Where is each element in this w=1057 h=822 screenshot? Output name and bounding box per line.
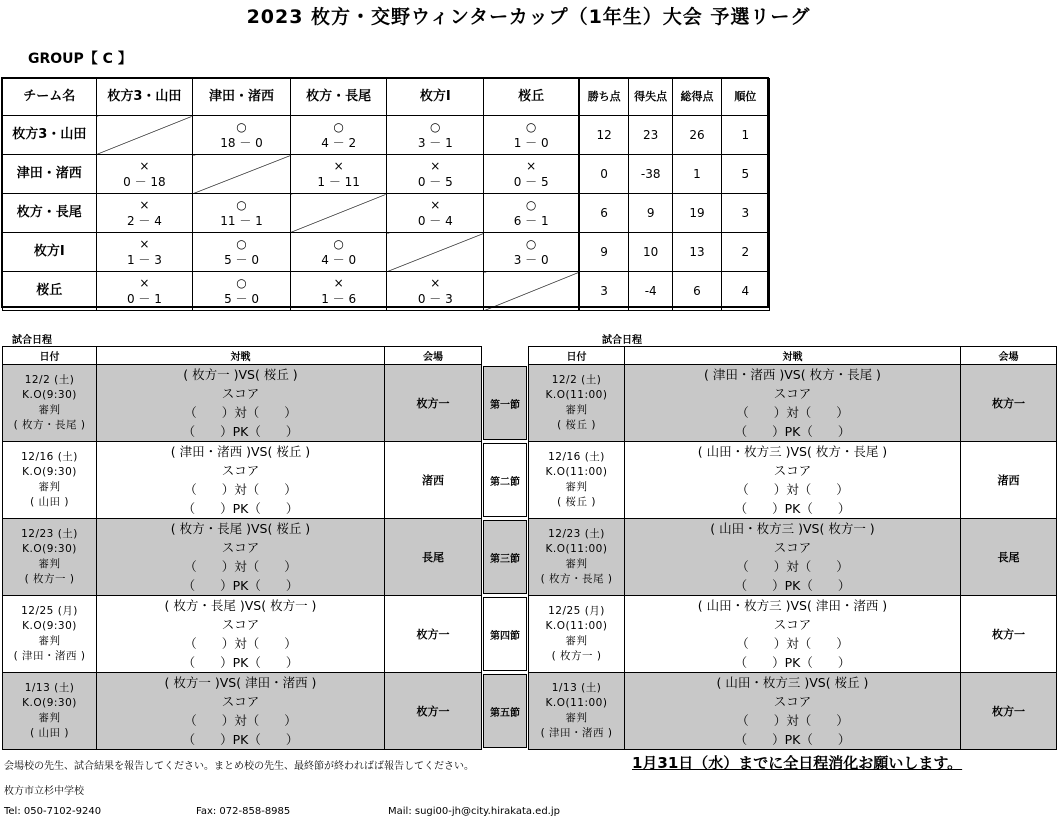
venue-cell: 枚方一 <box>385 596 482 673</box>
result-mark: × <box>430 159 441 173</box>
score-entry: （ ）対（ ） <box>184 636 297 651</box>
match-date: 12/16 (土) <box>548 451 605 463</box>
score-label: スコア <box>221 386 260 401</box>
match-cell <box>625 673 961 750</box>
matchup: ( 津田・渚西 )VS( 枚方・長尾 ) <box>704 367 881 382</box>
team-name: 枚方・長尾 <box>3 194 97 233</box>
score-entry: （ ）対（ ） <box>736 713 849 728</box>
result-score: 1 － 0 <box>513 136 549 150</box>
date-cell <box>529 673 625 750</box>
team-name: 枚方3・山田 <box>3 116 97 155</box>
result-mark: ○ <box>236 276 247 290</box>
result-score: 0 － 4 <box>417 214 453 228</box>
pk-entry: （ ）PK（ ） <box>734 501 851 516</box>
header-opponent: 枚方Ⅰ <box>387 79 484 116</box>
result-mark: × <box>139 237 150 251</box>
self-match-cell <box>193 155 291 194</box>
total-goals-cell: 13 <box>673 233 721 272</box>
score-label: スコア <box>773 617 812 632</box>
round-label: 第四節 <box>483 597 527 671</box>
result-mark: ○ <box>430 120 441 134</box>
result-cell <box>290 155 387 194</box>
result-mark: ○ <box>333 120 344 134</box>
deadline-notice: 1月31日（水）までに全日程消化お願いします。 <box>632 754 963 772</box>
schedule-row <box>3 519 482 596</box>
date-cell <box>3 442 97 519</box>
result-cell <box>193 272 291 311</box>
schedule-table-left <box>2 346 482 750</box>
header-rank: 順位 <box>721 79 769 116</box>
header-goal-diff: 得失点 <box>629 79 673 116</box>
rank-cell: 4 <box>721 272 769 311</box>
score-label: スコア <box>221 540 260 555</box>
date-cell <box>3 673 97 750</box>
points-cell: 0 <box>579 155 628 194</box>
venue-cell: 渚西 <box>385 442 482 519</box>
schedule-row <box>529 673 1057 750</box>
score-entry: （ ）対（ ） <box>184 713 297 728</box>
self-match-cell <box>96 116 193 155</box>
result-score: 18 － 0 <box>220 136 263 150</box>
standings-table <box>2 78 770 311</box>
result-score: 0 － 5 <box>417 175 453 189</box>
self-match-cell <box>484 272 580 311</box>
rank-cell: 2 <box>721 233 769 272</box>
match-date: 1/13 (土) <box>551 682 602 694</box>
referee-team: ( 枚方一 ) <box>551 650 602 662</box>
date-cell <box>3 596 97 673</box>
result-mark: × <box>139 198 150 212</box>
school-name: 枚方市立杉中学校 <box>4 786 84 797</box>
result-cell <box>96 272 193 311</box>
points-cell: 3 <box>579 272 628 311</box>
kickoff-time: K.O(11:00) <box>545 466 608 478</box>
matchup: ( 枚方一 )VS( 津田・渚西 ) <box>164 675 317 690</box>
kickoff-time: K.O(11:00) <box>545 389 608 401</box>
email-address: Mail: sugi00-jh@city.hirakata.ed.jp <box>388 806 560 817</box>
pk-entry: （ ）PK（ ） <box>734 732 851 747</box>
venue-cell: 長尾 <box>961 519 1057 596</box>
result-cell <box>96 155 193 194</box>
result-cell <box>193 233 291 272</box>
score-entry: （ ）対（ ） <box>736 405 849 420</box>
score-label: スコア <box>773 694 812 709</box>
referee-team: ( 桜丘 ) <box>557 496 596 508</box>
matchup: ( 枚方・長尾 )VS( 桜丘 ) <box>170 521 311 536</box>
round-label: 第三節 <box>483 520 527 594</box>
header-points: 勝ち点 <box>579 79 628 116</box>
result-cell <box>484 155 580 194</box>
team-name: 桜丘 <box>3 272 97 311</box>
result-mark: × <box>430 198 441 212</box>
round-label: 第二節 <box>483 443 527 517</box>
schedule-row <box>529 519 1057 596</box>
kickoff-time: K.O(9:30) <box>22 620 77 632</box>
date-cell <box>529 519 625 596</box>
score-entry: （ ）対（ ） <box>736 636 849 651</box>
result-score: 3 － 1 <box>417 136 453 150</box>
match-date: 12/2 (土) <box>551 374 602 386</box>
rank-cell: 5 <box>721 155 769 194</box>
col-match: 対戦 <box>625 347 961 365</box>
score-label: スコア <box>221 463 260 478</box>
tel-number: Tel: 050-7102-9240 <box>4 806 102 817</box>
venue-cell: 渚西 <box>961 442 1057 519</box>
result-cell <box>290 272 387 311</box>
venue-cell: 枚方一 <box>961 596 1057 673</box>
kickoff-time: K.O(11:00) <box>545 620 608 632</box>
pk-entry: （ ）PK（ ） <box>182 424 299 439</box>
referee-team: ( 枚方一 ) <box>24 573 75 585</box>
rank-cell: 3 <box>721 194 769 233</box>
result-cell <box>484 233 580 272</box>
header-total-goals: 総得点 <box>673 79 721 116</box>
total-goals-cell: 19 <box>673 194 721 233</box>
result-score: 0 － 1 <box>126 292 162 306</box>
schedule-row <box>3 365 482 442</box>
team-name: 枚方Ⅰ <box>3 233 97 272</box>
self-match-cell <box>387 233 484 272</box>
result-cell <box>387 272 484 311</box>
score-entry: （ ）対（ ） <box>736 482 849 497</box>
round-label: 第五節 <box>483 674 527 748</box>
referee-team: ( 津田・渚西 ) <box>13 650 86 662</box>
match-date: 12/2 (土) <box>24 374 75 386</box>
match-cell <box>625 442 961 519</box>
result-mark: × <box>333 276 344 290</box>
match-date: 12/23 (土) <box>21 528 78 540</box>
kickoff-time: K.O(11:00) <box>545 543 608 555</box>
score-entry: （ ）対（ ） <box>184 405 297 420</box>
points-cell: 12 <box>579 116 628 155</box>
referee-team: ( 津田・渚西 ) <box>540 727 613 739</box>
kickoff-time: K.O(11:00) <box>545 697 608 709</box>
pk-entry: （ ）PK（ ） <box>182 655 299 670</box>
result-mark: ○ <box>236 237 247 251</box>
match-date: 12/23 (土) <box>548 528 605 540</box>
schedule-row <box>529 442 1057 519</box>
matchup: ( 枚方・長尾 )VS( 枚方一 ) <box>164 598 317 613</box>
result-cell <box>290 233 387 272</box>
score-entry: （ ）対（ ） <box>736 559 849 574</box>
referee-label: 審判 <box>565 712 588 724</box>
footer-note: 会場校の先生、試合結果を報告してください。まとめ校の先生、最終節が終わればば報告してください。 <box>4 761 474 772</box>
result-cell <box>96 194 193 233</box>
result-score: 6 － 1 <box>513 214 549 228</box>
standings-row <box>3 272 770 311</box>
match-cell <box>625 519 961 596</box>
result-cell <box>387 194 484 233</box>
referee-label: 審判 <box>38 481 61 493</box>
col-date: 日付 <box>3 347 97 365</box>
pk-entry: （ ）PK（ ） <box>182 578 299 593</box>
pk-entry: （ ）PK（ ） <box>182 501 299 516</box>
match-cell <box>97 365 385 442</box>
venue-cell: 枚方一 <box>385 673 482 750</box>
result-mark: × <box>430 276 441 290</box>
result-cell <box>193 194 291 233</box>
points-cell: 9 <box>579 233 628 272</box>
group-label: GROUP【 C 】 <box>28 51 132 67</box>
result-mark: ○ <box>525 198 537 212</box>
referee-label: 審判 <box>38 635 61 647</box>
pk-entry: （ ）PK（ ） <box>734 655 851 670</box>
match-cell <box>625 365 961 442</box>
schedule-row <box>3 596 482 673</box>
match-cell <box>97 519 385 596</box>
result-cell <box>290 116 387 155</box>
kickoff-time: K.O(9:30) <box>22 543 77 555</box>
venue-cell: 枚方一 <box>961 673 1057 750</box>
score-entry: （ ）対（ ） <box>184 482 297 497</box>
result-cell <box>484 194 580 233</box>
result-mark: ○ <box>525 120 537 134</box>
match-date: 12/25 (月) <box>21 605 78 617</box>
result-score: 1 － 11 <box>317 175 360 189</box>
schedule-row <box>529 596 1057 673</box>
col-date: 日付 <box>529 347 625 365</box>
schedule-label-left: 試合日程 <box>12 335 52 346</box>
score-label: スコア <box>221 694 260 709</box>
goal-diff-cell: 9 <box>629 194 673 233</box>
match-date: 12/16 (土) <box>21 451 78 463</box>
result-cell <box>387 155 484 194</box>
total-goals-cell: 26 <box>673 116 721 155</box>
goal-diff-cell: -38 <box>629 155 673 194</box>
result-score: 1 － 6 <box>321 292 357 306</box>
referee-label: 審判 <box>38 404 61 416</box>
result-mark: × <box>139 276 150 290</box>
rank-cell: 1 <box>721 116 769 155</box>
score-entry: （ ）対（ ） <box>184 559 297 574</box>
header-opponent: 枚方3・山田 <box>96 79 193 116</box>
header-opponent: 枚方・長尾 <box>290 79 387 116</box>
matchup: ( 山田・枚方三 )VS( 枚方・長尾 ) <box>697 444 888 459</box>
result-cell <box>193 116 291 155</box>
date-cell <box>529 596 625 673</box>
self-match-cell <box>290 194 387 233</box>
result-mark: ○ <box>333 237 344 251</box>
goal-diff-cell: -4 <box>629 272 673 311</box>
header-opponent: 桜丘 <box>484 79 580 116</box>
result-cell <box>96 233 193 272</box>
referee-label: 審判 <box>565 404 588 416</box>
standings-row <box>3 155 770 194</box>
referee-team: ( 枚方・長尾 ) <box>540 573 613 585</box>
page-title: 2023 枚方・交野ウィンターカップ（1年生）大会 予選リーグ <box>246 6 811 28</box>
venue-cell: 長尾 <box>385 519 482 596</box>
score-label: スコア <box>773 540 812 555</box>
match-cell <box>97 673 385 750</box>
standings-row <box>3 116 770 155</box>
result-score: 4 － 0 <box>321 253 357 267</box>
col-venue: 会場 <box>385 347 482 365</box>
schedule-row <box>529 365 1057 442</box>
result-score: 5 － 0 <box>224 292 259 306</box>
col-venue: 会場 <box>961 347 1057 365</box>
pk-entry: （ ）PK（ ） <box>734 578 851 593</box>
schedule-table-right <box>528 346 1057 750</box>
points-cell: 6 <box>579 194 628 233</box>
total-goals-cell: 1 <box>673 155 721 194</box>
date-cell <box>529 442 625 519</box>
standings-row <box>3 194 770 233</box>
goal-diff-cell: 23 <box>629 116 673 155</box>
result-mark: ○ <box>525 237 537 251</box>
match-cell <box>97 596 385 673</box>
match-date: 12/25 (月) <box>548 605 605 617</box>
result-score: 4 － 2 <box>321 136 357 150</box>
referee-team: ( 枚方・長尾 ) <box>13 419 86 431</box>
result-score: 5 － 0 <box>224 253 259 267</box>
pk-entry: （ ）PK（ ） <box>734 424 851 439</box>
result-mark: ○ <box>236 198 247 212</box>
kickoff-time: K.O(9:30) <box>22 697 77 709</box>
referee-label: 審判 <box>565 635 588 647</box>
team-name: 津田・渚西 <box>3 155 97 194</box>
referee-team: ( 山田 ) <box>30 496 69 508</box>
venue-cell: 枚方一 <box>385 365 482 442</box>
result-mark: × <box>139 159 150 173</box>
venue-cell: 枚方一 <box>961 365 1057 442</box>
result-cell <box>484 116 580 155</box>
result-mark: × <box>333 159 344 173</box>
date-cell <box>3 519 97 596</box>
result-cell <box>387 116 484 155</box>
matchup: ( 山田・枚方三 )VS( 枚方一 ) <box>710 521 875 536</box>
score-label: スコア <box>221 617 260 632</box>
standings-header-row <box>3 79 770 116</box>
schedule-label-right: 試合日程 <box>602 335 642 346</box>
schedule-row <box>3 673 482 750</box>
referee-team: ( 桜丘 ) <box>557 419 596 431</box>
referee-label: 審判 <box>38 712 61 724</box>
score-label: スコア <box>773 463 812 478</box>
result-score: 11 － 1 <box>220 214 263 228</box>
date-cell <box>3 365 97 442</box>
result-score: 0 － 3 <box>417 292 453 306</box>
col-match: 対戦 <box>97 347 385 365</box>
matchup: ( 山田・枚方三 )VS( 桜丘 ) <box>716 675 869 690</box>
standings-row <box>3 233 770 272</box>
score-label: スコア <box>773 386 812 401</box>
referee-label: 審判 <box>565 481 588 493</box>
match-cell <box>97 442 385 519</box>
date-cell <box>529 365 625 442</box>
round-label: 第一節 <box>483 366 527 440</box>
matchup: ( 枚方一 )VS( 桜丘 ) <box>183 367 298 382</box>
fax-number: Fax: 072-858-8985 <box>196 806 291 817</box>
result-mark: ○ <box>236 120 247 134</box>
result-score: 2 － 4 <box>126 214 162 228</box>
referee-label: 審判 <box>38 558 61 570</box>
schedule-row <box>3 442 482 519</box>
result-score: 0 － 18 <box>123 175 166 189</box>
goal-diff-cell: 10 <box>629 233 673 272</box>
kickoff-time: K.O(9:30) <box>22 389 77 401</box>
result-score: 3 － 0 <box>513 253 549 267</box>
kickoff-time: K.O(9:30) <box>22 466 77 478</box>
header-team: チーム名 <box>3 79 97 116</box>
match-cell <box>625 596 961 673</box>
match-date: 1/13 (土) <box>24 682 75 694</box>
matchup: ( 山田・枚方三 )VS( 津田・渚西 ) <box>697 598 888 613</box>
result-score: 0 － 5 <box>513 175 549 189</box>
pk-entry: （ ）PK（ ） <box>182 732 299 747</box>
referee-label: 審判 <box>565 558 588 570</box>
result-mark: × <box>526 159 537 173</box>
total-goals-cell: 6 <box>673 272 721 311</box>
result-score: 1 － 3 <box>126 253 162 267</box>
matchup: ( 津田・渚西 )VS( 桜丘 ) <box>170 444 311 459</box>
referee-team: ( 山田 ) <box>30 727 69 739</box>
header-opponent: 津田・渚西 <box>193 79 291 116</box>
